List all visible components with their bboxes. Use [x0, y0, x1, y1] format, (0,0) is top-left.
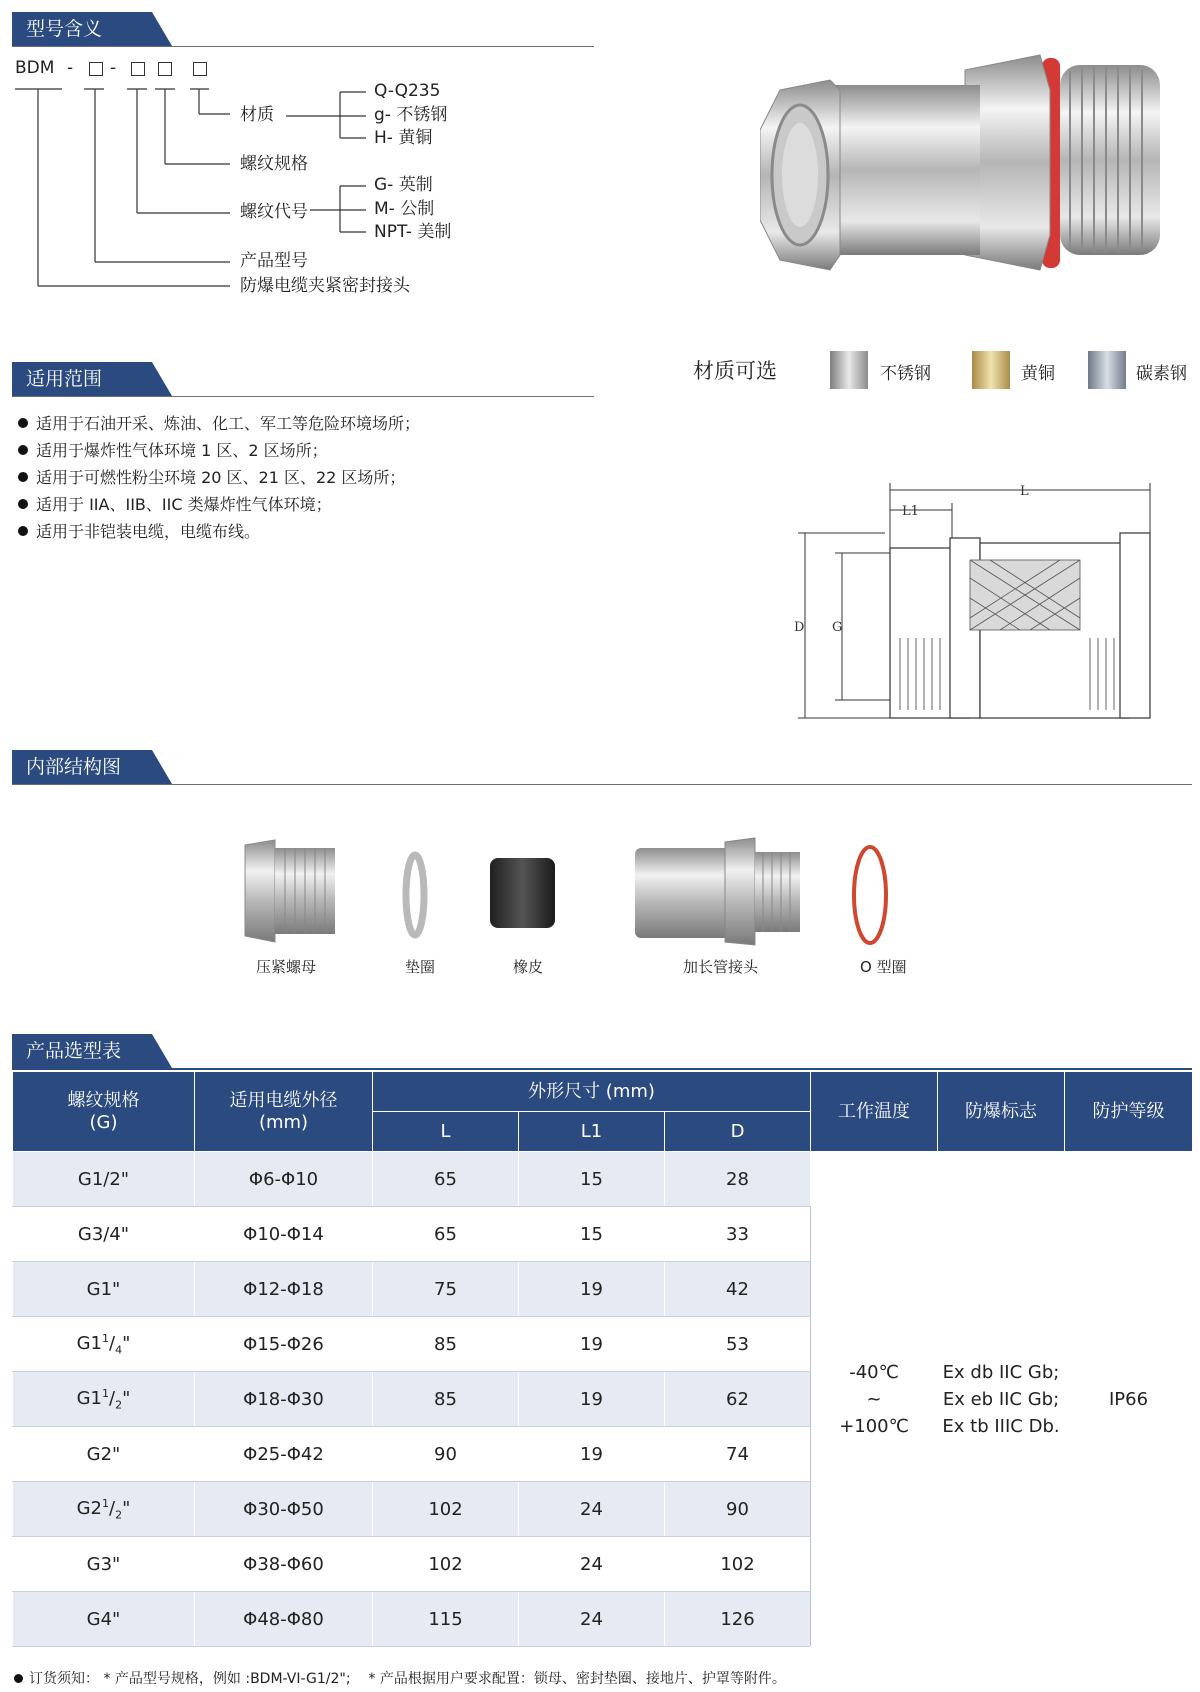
table-row: G2" Φ25-Φ42 90 19 74: [13, 1427, 1193, 1482]
dim-D-label: D: [794, 620, 805, 635]
list-item: 适用于石油开采、炼油、化工、军工等危险环境场所；: [18, 410, 420, 437]
model-dash: -: [110, 58, 117, 78]
thread-option-1: G- 英制: [374, 175, 433, 195]
thread-code-label: 螺纹代号: [240, 202, 308, 222]
table-row: G3" Φ38-Φ60 102 24 102: [13, 1537, 1193, 1592]
parts-illustrations: [230, 830, 930, 950]
technical-drawing: [790, 478, 1190, 728]
section-title: 内部结构图: [26, 756, 122, 778]
header-cable-od: 适用电缆外径 (mm): [195, 1072, 373, 1152]
material-option-1: Q-Q235: [374, 81, 441, 101]
table-row: G1/2" Φ6-Φ10 65 15 28 -40℃ ~ +100℃ Ex db IIC Gb; Ex eb IIC Gb; Ex tb IIIC Db. IP66: [13, 1152, 1193, 1207]
thread-option-2: M- 公制: [374, 199, 435, 219]
thread-option-3: NPT- 美制: [374, 222, 452, 242]
part-label: 垫圈: [405, 958, 436, 976]
material-option-2: g- 不锈钢: [374, 105, 448, 125]
product-selection-table: [12, 1071, 1193, 1647]
material-label: 材质: [240, 105, 274, 125]
part-rubber-seal: [490, 858, 555, 928]
header-temperature: 工作温度: [811, 1072, 938, 1152]
product-photo: [760, 30, 1190, 330]
section-title: 型号含义: [26, 18, 103, 40]
swatch-carbon-steel: [1088, 351, 1126, 389]
application-list: [18, 410, 420, 545]
order-note-1: * 产品型号规格，例如 :BDM-VI-G1/2";: [103, 1671, 351, 1687]
swatch-stainless: [830, 351, 868, 389]
order-note: [14, 1668, 786, 1688]
order-note-label: 订货须知：: [29, 1671, 99, 1687]
part-label: O 型圈: [860, 958, 907, 976]
part-compression-nut: [245, 840, 335, 942]
material-name: 黄铜: [1021, 364, 1055, 384]
divider: [12, 396, 594, 397]
list-item: 适用于可燃性粉尘环境 20 区、21 区、22 区场所；: [18, 464, 420, 491]
temperature-cell: -40℃ ~ +100℃: [811, 1152, 938, 1647]
material-name: 不锈钢: [880, 364, 931, 384]
section-title: 适用范围: [26, 368, 103, 390]
table-row: $G1^1/_4$" Φ15-Φ26 85 19 53: [13, 1317, 1193, 1372]
part-label: 橡皮: [513, 958, 544, 976]
part-label: 压紧螺母: [256, 958, 317, 976]
divider: [12, 784, 1192, 785]
swatch-brass: [972, 351, 1010, 389]
header-D: D: [665, 1112, 811, 1152]
model-prefix: BDM: [15, 58, 55, 78]
list-item: 适用于 IIA、IIB、IIC 类爆炸性气体环境；: [18, 491, 420, 518]
part-label: 加长管接头: [683, 958, 759, 976]
table-row: G4" Φ48-Φ80 115 24 126: [13, 1592, 1193, 1647]
header-L1: L1: [519, 1112, 665, 1152]
divider: [12, 1068, 1192, 1070]
part-washer: [406, 855, 424, 935]
list-item: 适用于爆炸性气体环境 1 区、2 区场所；: [18, 437, 420, 464]
ip-rating-cell: IP66: [1065, 1152, 1193, 1647]
materials-title: 材质可选: [693, 359, 777, 383]
header-ip-rating: 防护等级: [1065, 1072, 1193, 1152]
dim-G-label: G: [832, 620, 843, 635]
list-item: 适用于非铠装电缆，电缆布线。: [18, 518, 420, 545]
header-L: L: [373, 1112, 519, 1152]
header-thread-spec: 螺纹规格 (G): [13, 1072, 195, 1152]
material-option-3: H- 黄铜: [374, 128, 433, 148]
dim-L-label: L: [1020, 484, 1029, 499]
table-row: $G1^1/_2$" Φ18-Φ30 85 19 62: [13, 1372, 1193, 1427]
header-ex-mark: 防爆标志: [938, 1072, 1065, 1152]
section-title: 产品选型表: [26, 1040, 122, 1062]
part-extension-fitting: [635, 838, 800, 945]
material-name: 碳素钢: [1136, 364, 1187, 384]
table-row: G1" Φ12-Φ18 75 19 42: [13, 1262, 1193, 1317]
table-row: $G2^1/_2$" Φ30-Φ50 102 24 90: [13, 1482, 1193, 1537]
thread-spec-label: 螺纹规格: [240, 154, 308, 174]
product-model-label: 产品型号: [240, 251, 308, 271]
order-note-2: * 产品根据用户要求配置：锁母、密封垫圈、接地片、护罩等附件。: [368, 1671, 786, 1687]
part-o-ring: [854, 847, 886, 943]
ex-mark-cell: Ex db IIC Gb; Ex eb IIC Gb; Ex tb IIIC Db.: [938, 1152, 1065, 1647]
header-dimensions: 外形尺寸 (mm): [373, 1072, 811, 1112]
product-name-label: 防爆电缆夹紧密封接头: [240, 276, 410, 296]
table-row: G3/4" Φ10-Φ14 65 15 33: [13, 1207, 1193, 1262]
dim-L1-label: L1: [902, 504, 919, 519]
model-dash: -: [67, 58, 74, 78]
